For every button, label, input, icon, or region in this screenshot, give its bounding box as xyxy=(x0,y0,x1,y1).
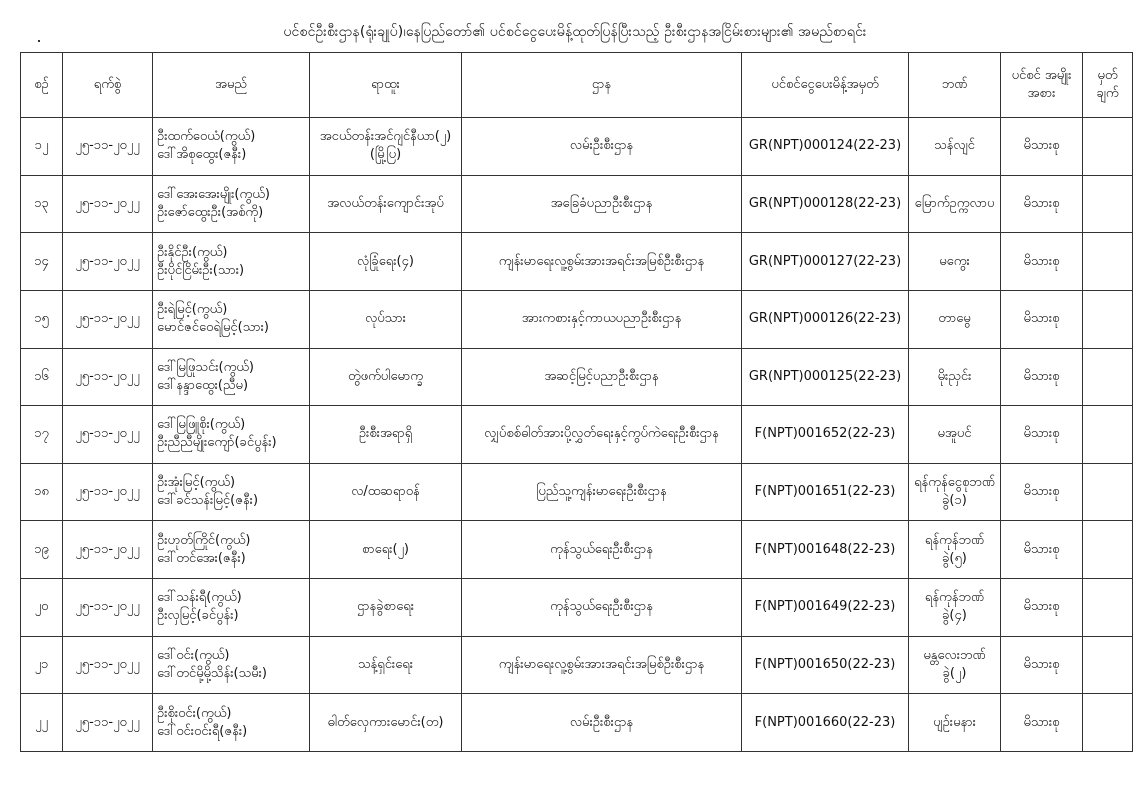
name-recipient: ဦးလှမြင့်(ခင်ပွန်း) xyxy=(157,608,239,624)
cell-no: ၁၃ xyxy=(21,175,63,233)
cell-bank: ရန်ကုန်ဘဏ်ခွဲ(၅) xyxy=(909,521,1001,579)
cell-no: ၁၇ xyxy=(21,406,63,464)
cell-date: ၂၅-၁၁-၂၀၂၂ xyxy=(63,175,153,233)
cell-date: ၂၅-၁၁-၂၀၂၂ xyxy=(63,290,153,348)
cell-no: ၂၀ xyxy=(21,579,63,637)
table-row xyxy=(21,636,1133,694)
cell-remark xyxy=(1083,694,1133,752)
cell-bank: မြောက်ဥက္ကလာပ xyxy=(909,175,1001,233)
table-row xyxy=(21,406,1133,464)
name-deceased: ဒေါ်အေးအေးမျိုး(ကွယ်) xyxy=(157,186,270,202)
cell-name xyxy=(153,521,310,579)
cell-bank: ပျဉ်းမနား xyxy=(909,694,1001,752)
table-row xyxy=(21,118,1133,176)
table-row xyxy=(21,521,1133,579)
cell-position: တွဲဖက်ပါမောက္ခ xyxy=(310,348,462,406)
cell-bank: သန်လျင် xyxy=(909,118,1001,176)
cell-department: ကျန်းမာရေးလူ့စွမ်းအားအရင်းအမြစ်ဦးစီးဌာန xyxy=(462,233,742,291)
name-recipient: ဒေါ်တင်အေး(ဇနီး) xyxy=(157,550,246,566)
header-bank: ဘဏ် xyxy=(909,53,1001,118)
cell-order-no: GR(NPT)000128(22-23) xyxy=(742,175,909,233)
cell-position: ဌာနခွဲစာရေး xyxy=(310,579,462,637)
cell-pension-type: မိသားစု xyxy=(1001,636,1083,694)
cell-department: ကုန်သွယ်ရေးဦးစီးဌာန xyxy=(462,521,742,579)
name-deceased: ဦးထက်ဝေယံ(ကွယ်) xyxy=(157,129,256,145)
cell-bank: မန္တလေးဘဏ်ခွဲ(၂) xyxy=(909,636,1001,694)
header-date: ရက်စွဲ xyxy=(63,53,153,118)
cell-name xyxy=(153,636,310,694)
cell-remark xyxy=(1083,579,1133,637)
cell-remark xyxy=(1083,175,1133,233)
cell-name xyxy=(153,579,310,637)
cell-no: ၂၂ xyxy=(21,694,63,752)
cell-date: ၂၅-၁၁-၂၀၂၂ xyxy=(63,348,153,406)
cell-date: ၂၅-၁၁-၂၀၂၂ xyxy=(63,118,153,176)
cell-department: အားကစားနှင့်ကာယပညာဦးစီးဌာန xyxy=(462,290,742,348)
cell-bank: ရန်ကုန်ဘဏ်ခွဲ(၄) xyxy=(909,579,1001,637)
cell-date: ၂၅-၁၁-၂၀၂၂ xyxy=(63,636,153,694)
cell-date: ၂၅-၁၁-၂၀၂၂ xyxy=(63,463,153,521)
cell-pension-type: မိသားစု xyxy=(1001,463,1083,521)
cell-remark xyxy=(1083,290,1133,348)
cell-bank: ရန်ကုန်ငွေစုဘဏ်ခွဲ(၁) xyxy=(909,463,1001,521)
cell-bank: မိုးညှင်း xyxy=(909,348,1001,406)
table-row xyxy=(21,233,1133,291)
header-position: ရာထူး xyxy=(310,53,462,118)
cell-remark xyxy=(1083,636,1133,694)
name-deceased: ဒေါ်မြဖြူစိုး(ကွယ်) xyxy=(157,417,246,433)
document-title: ပင်စင်ဦးစီးဌာန(ရုံးချုပ်)၊နေပြည်တော်၏ ပင်စင်ငွေပေးမိန့်ထုတ်ပြန်ပြီးသည့် ဦးစီးဌာနအငြိမ်းစားများ၏ အမည်စာရင်း xyxy=(283,24,867,40)
cell-name xyxy=(153,175,310,233)
cell-department: ပြည်သူ့ကျန်းမာရေးဦးစီးဌာန xyxy=(462,463,742,521)
cell-bank: တာမွေ xyxy=(909,290,1001,348)
cell-no: ၁၈ xyxy=(21,463,63,521)
cell-date: ၂၅-၁၁-၂၀၂၂ xyxy=(63,406,153,464)
cell-pension-type: မိသားစု xyxy=(1001,406,1083,464)
cell-pension-type: မိသားစု xyxy=(1001,118,1083,176)
name-recipient: ဒေါ်အိစုထွေး(ဇနီး) xyxy=(157,147,247,163)
cell-pension-type: မိသားစု xyxy=(1001,233,1083,291)
cell-name xyxy=(153,118,310,176)
name-recipient: ဦးပိုင်ငြိမ်းဦး(သား) xyxy=(157,262,245,278)
cell-no: ၁၂ xyxy=(21,118,63,176)
pension-table xyxy=(20,52,1133,752)
cell-position: လ/ထဆရာဝန် xyxy=(310,463,462,521)
table-row xyxy=(21,348,1133,406)
cell-name xyxy=(153,463,310,521)
cell-pension-type: မိသားစု xyxy=(1001,290,1083,348)
cell-order-no: GR(NPT)000126(22-23) xyxy=(742,290,909,348)
cell-department: လမ်းဦးစီးဌာန xyxy=(462,694,742,752)
cell-pension-type: မိသားစု xyxy=(1001,175,1083,233)
table-row xyxy=(21,290,1133,348)
name-deceased: ဦးစိုးဝင်း(ကွယ်) xyxy=(157,705,232,721)
table-header-row xyxy=(21,53,1133,118)
cell-remark xyxy=(1083,521,1133,579)
name-recipient: ဒေါ်ဝင်းဝင်းရီ(ဇနီး) xyxy=(157,723,248,739)
name-deceased: ဒေါ်ဝင်း(ကွယ်) xyxy=(157,647,230,663)
cell-name xyxy=(153,694,310,752)
cell-position: အငယ်တန်းအင်ဂျင်နီယာ(၂)(မြို့ပြ) xyxy=(310,118,462,176)
header-remark: မှတ် ချက် xyxy=(1083,53,1133,118)
cell-date: ၂၅-၁၁-၂၀၂၂ xyxy=(63,694,153,752)
cell-order-no: F(NPT)001650(22-23) xyxy=(742,636,909,694)
name-recipient: ဒေါ်ခင်သန်းမြင့်(ဇနီး) xyxy=(157,493,259,509)
name-recipient: ဒေါ်နန္ဒာထွေး(ညီမ) xyxy=(157,377,249,393)
cell-name xyxy=(153,290,310,348)
cell-order-no: GR(NPT)000124(22-23) xyxy=(742,118,909,176)
name-deceased: ဦးဟုတ်ကြိုင်(ကွယ်) xyxy=(157,532,251,548)
cell-pension-type: မိသားစု xyxy=(1001,579,1083,637)
name-recipient: မောင်ဇင်ဝေရဲမြင့်(သား) xyxy=(157,320,269,336)
cell-order-no: F(NPT)001651(22-23) xyxy=(742,463,909,521)
cell-order-no: F(NPT)001652(22-23) xyxy=(742,406,909,464)
cell-department: လျှပ်စစ်ဓါတ်အားပို့လွှတ်ရေးနှင့်ကွပ်ကဲရေးဦးစီးဌာန xyxy=(462,406,742,464)
cell-remark xyxy=(1083,348,1133,406)
cell-position: အလယ်တန်းကျောင်းအုပ် xyxy=(310,175,462,233)
cell-order-no: F(NPT)001649(22-23) xyxy=(742,579,909,637)
cell-order-no: GR(NPT)000127(22-23) xyxy=(742,233,909,291)
cell-position: စာရေး(၂) xyxy=(310,521,462,579)
header-pension-type: ပင်စင် အမျိုးအစား xyxy=(1001,53,1083,118)
cell-order-no: F(NPT)001660(22-23) xyxy=(742,694,909,752)
name-deceased: ဒေါ်သန်းရီ(ကွယ်) xyxy=(157,590,242,606)
cell-position: လုပ်သား xyxy=(310,290,462,348)
cell-pension-type: မိသားစု xyxy=(1001,694,1083,752)
cell-position: လုံခြုံရေး(၄) xyxy=(310,233,462,291)
name-recipient: ဦးညီညီမျိုးကျော်(ခင်ပွန်း) xyxy=(157,435,277,451)
name-deceased: ဦးအုံးမြင့်(ကွယ်) xyxy=(157,475,236,491)
cell-position: ဓါတ်လှေကားမောင်း(တ) xyxy=(310,694,462,752)
name-recipient: ဦးဇော်ထွေးဦး(အစ်ကို) xyxy=(157,204,264,220)
header-department: ဌာန xyxy=(462,53,742,118)
header-name: အမည် xyxy=(153,53,310,118)
name-deceased: ဦးရဲမြင့်(ကွယ်) xyxy=(157,302,228,318)
cell-pension-type: မိသားစု xyxy=(1001,348,1083,406)
cell-department: လမ်းဦးစီးဌာန xyxy=(462,118,742,176)
table-row xyxy=(21,175,1133,233)
table-row xyxy=(21,694,1133,752)
cell-department: ကုန်သွယ်ရေးဦးစီးဌာန xyxy=(462,579,742,637)
cell-order-no: F(NPT)001648(22-23) xyxy=(742,521,909,579)
cell-remark xyxy=(1083,463,1133,521)
cell-position: သန့်ရှင်းရေး xyxy=(310,636,462,694)
cell-date: ၂၅-၁၁-၂၀၂၂ xyxy=(63,233,153,291)
cell-department: အခြေခံပညာဦးစီးဌာန xyxy=(462,175,742,233)
cell-order-no: GR(NPT)000125(22-23) xyxy=(742,348,909,406)
cell-date: ၂၅-၁၁-၂၀၂၂ xyxy=(63,521,153,579)
cell-no: ၁၉ xyxy=(21,521,63,579)
cell-name xyxy=(153,348,310,406)
cell-no: ၂၁ xyxy=(21,636,63,694)
scan-speck xyxy=(38,40,40,42)
cell-name xyxy=(153,406,310,464)
name-deceased: ဦးနိုင်ဦး(ကွယ်) xyxy=(157,244,228,260)
header-order-no: ပင်စင်ငွေပေးမိန့်အမှတ် xyxy=(742,53,909,118)
cell-no: ၁၅ xyxy=(21,290,63,348)
cell-no: ၁၆ xyxy=(21,348,63,406)
cell-name xyxy=(153,233,310,291)
cell-department: ကျန်းမာရေးလူ့စွမ်းအားအရင်းအမြစ်ဦးစီးဌာန xyxy=(462,636,742,694)
cell-department: အဆင့်မြင့်ပညာဦးစီးဌာန xyxy=(462,348,742,406)
table-row xyxy=(21,579,1133,637)
cell-remark xyxy=(1083,406,1133,464)
cell-remark xyxy=(1083,118,1133,176)
cell-bank: မကွေး xyxy=(909,233,1001,291)
table-row xyxy=(21,463,1133,521)
name-deceased: ဒေါ်မြဖြုသင်း(ကွယ်) xyxy=(157,359,254,375)
header-no: စဉ် xyxy=(21,53,63,118)
cell-pension-type: မိသားစု xyxy=(1001,521,1083,579)
cell-position: ဦးစီးအရာရှိ xyxy=(310,406,462,464)
name-recipient: ဒေါ်တင်မို့မို့သိန်း(သမီး) xyxy=(157,665,267,681)
cell-bank: မအူပင် xyxy=(909,406,1001,464)
cell-date: ၂၅-၁၁-၂၀၂၂ xyxy=(63,579,153,637)
cell-remark xyxy=(1083,233,1133,291)
cell-no: ၁၄ xyxy=(21,233,63,291)
